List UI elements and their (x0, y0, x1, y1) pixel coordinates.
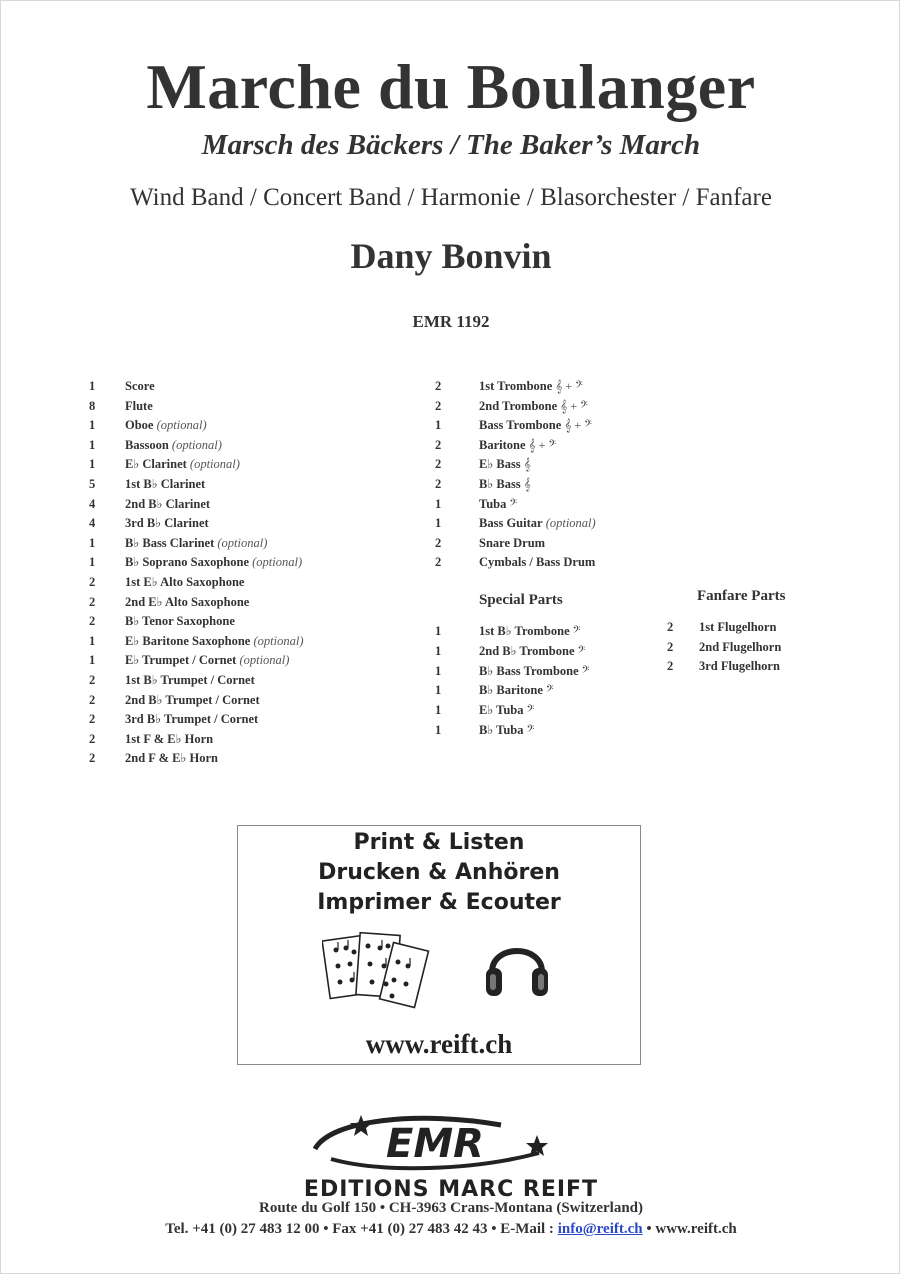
part-count: 2 (667, 620, 674, 634)
part-count: 1 (89, 418, 96, 433)
part-label: 2nd B♭ Trombone (479, 643, 575, 658)
optional-note: (optional) (250, 633, 304, 648)
part-name (479, 495, 517, 513)
clef-icon: 𝄢 (526, 703, 535, 718)
part-row (89, 749, 429, 767)
part-row (435, 416, 655, 434)
part-label: 2nd B♭ Clarinet (125, 496, 211, 511)
part-name (479, 514, 596, 532)
promo-line-english: Print & Listen (353, 830, 525, 855)
parts-list-left (89, 377, 429, 767)
part-label: 3rd B♭ Clarinet (125, 516, 209, 531)
part-count: 1 (435, 663, 442, 678)
part-count: 5 (89, 477, 96, 491)
clef-icon: 𝄞 + 𝄢 (560, 398, 588, 413)
part-count: 1 (89, 633, 96, 648)
part-count: 1 (89, 437, 96, 452)
part-count: 2 (89, 594, 96, 609)
part-row (435, 397, 655, 415)
part-label: 2nd Trombone (479, 398, 558, 413)
part-label: Bass Guitar (479, 516, 543, 531)
part-name (479, 721, 534, 739)
part-row (89, 534, 429, 552)
part-row (435, 701, 655, 719)
part-row (89, 475, 429, 493)
part-label: 2nd B♭ Trumpet / Cornet (125, 692, 260, 707)
part-label: B♭ Tuba (479, 723, 524, 737)
sheet-music-icon (322, 928, 432, 1014)
part-label: Baritone (479, 437, 526, 452)
part-count: 2 (89, 751, 96, 766)
part-name (125, 553, 302, 571)
part-row (435, 514, 655, 532)
part-label: 1st B♭ Trombone (479, 624, 570, 638)
part-count: 2 (89, 673, 96, 687)
part-label: 1st E♭ Alto Saxophone (125, 575, 245, 589)
part-count: 2 (667, 659, 674, 674)
part-row (435, 681, 655, 699)
parts-list-middle (435, 377, 655, 577)
part-label: 2nd Flugelhorn (699, 639, 782, 654)
clef-icon: 𝄢 (545, 683, 554, 698)
part-row (435, 455, 655, 473)
part-count: 1 (435, 496, 442, 511)
part-row (89, 651, 429, 669)
part-name (125, 573, 244, 591)
part-count: 2 (435, 398, 442, 413)
part-row (89, 612, 429, 630)
part-row (435, 662, 655, 680)
part-name (125, 593, 249, 611)
part-label: 1st F & E♭ Horn (125, 731, 214, 746)
part-count: 2 (667, 639, 674, 654)
part-name (479, 701, 534, 719)
part-label: 3rd Flugelhorn (699, 659, 780, 674)
part-label: Score (125, 379, 155, 393)
part-name (699, 657, 780, 675)
promo-website-link[interactable]: www.reift.ch (365, 1029, 513, 1059)
part-row (89, 710, 429, 728)
part-row (89, 593, 429, 611)
logo-text: EMR (386, 1121, 484, 1167)
part-label: 2nd F & E♭ Horn (125, 751, 218, 766)
part-count: 1 (89, 457, 96, 472)
part-count: 8 (89, 398, 96, 413)
publisher-name: EDITIONS MARC REIFT (303, 1177, 599, 1202)
part-label: E♭ Clarinet (125, 457, 187, 472)
part-name (479, 642, 585, 660)
part-count: 2 (89, 614, 96, 629)
part-label: Flute (125, 398, 153, 413)
part-name (125, 475, 205, 493)
part-row (435, 436, 655, 454)
part-row (89, 730, 429, 748)
part-label: B♭ Bass Clarinet (125, 535, 215, 550)
part-name (125, 534, 267, 552)
part-name (479, 475, 531, 493)
publisher-contact (1, 1221, 900, 1238)
part-label: Snare Drum (479, 535, 546, 550)
part-row (435, 642, 655, 660)
part-name (125, 691, 260, 709)
part-name (479, 622, 580, 640)
part-label: B♭ Baritone (479, 683, 543, 698)
clef-icon: 𝄞 + 𝄢 (528, 437, 557, 452)
part-row (435, 377, 655, 395)
part-label: Bassoon (125, 437, 169, 452)
clef-icon: 𝄢 (509, 496, 518, 511)
promo-line-french: Imprimer & Ecouter (317, 890, 561, 915)
part-row (89, 436, 429, 454)
clef-icon: 𝄞 (523, 477, 531, 491)
catalog-code: EMR 1192 (412, 312, 490, 331)
part-count: 1 (89, 653, 96, 668)
ensemble-line: Wind Band / Concert Band / Harmonie / Blasorchester / Fanfare (130, 184, 772, 211)
special-parts-heading: Special Parts (479, 592, 563, 608)
part-row (89, 553, 429, 571)
part-row (435, 622, 655, 640)
part-label: B♭ Tenor Saxophone (125, 614, 235, 629)
part-row (667, 618, 827, 636)
clef-icon: 𝄞 + 𝄢 (555, 379, 583, 393)
fanfare-parts-list (667, 618, 827, 678)
part-name (125, 397, 153, 415)
part-count: 2 (435, 535, 442, 550)
part-name (479, 662, 589, 680)
part-name (699, 618, 776, 636)
composer-name: Dany Bonvin (350, 236, 552, 276)
part-count: 2 (435, 457, 442, 472)
promo-line-german: Drucken & Anhören (318, 860, 560, 885)
part-count: 1 (89, 379, 96, 393)
part-row (435, 534, 655, 552)
part-count: 1 (435, 624, 442, 638)
part-name (699, 638, 781, 656)
part-name (125, 612, 235, 630)
part-label: 3rd B♭ Trumpet / Cornet (125, 712, 259, 727)
part-label: B♭ Soprano Saxophone (125, 555, 249, 570)
part-name (125, 710, 258, 728)
part-count: 1 (435, 683, 442, 698)
part-row (435, 721, 655, 739)
part-count: 2 (89, 731, 96, 746)
optional-note: (optional) (153, 418, 207, 433)
part-label: E♭ Baritone Saxophone (125, 633, 251, 648)
part-row (89, 377, 429, 395)
part-name (479, 534, 545, 552)
clef-icon: 𝄢 (577, 643, 586, 658)
part-count: 4 (89, 496, 96, 511)
email-link[interactable]: info@reift.ch (557, 1221, 643, 1237)
part-count: 4 (89, 516, 96, 531)
part-row (435, 495, 655, 513)
part-count: 2 (435, 477, 442, 491)
part-row (667, 638, 827, 656)
part-label: 1st B♭ Clarinet (125, 477, 206, 491)
part-count: 2 (435, 437, 442, 452)
part-name (479, 553, 595, 571)
contact-phone-fax: Tel. +41 (0) 27 483 12 00 • Fax +41 (0) 27 483 42 43 • E-Mail : (165, 1221, 558, 1237)
part-count: 2 (89, 575, 96, 589)
part-name (479, 681, 554, 699)
part-row (435, 475, 655, 493)
part-name (479, 455, 531, 473)
part-label: Cymbals / Bass Drum (479, 555, 596, 570)
part-count: 1 (435, 703, 442, 718)
optional-note: (optional) (542, 516, 596, 531)
part-name (125, 455, 240, 473)
part-name (125, 377, 155, 395)
part-label: E♭ Tuba (479, 703, 524, 718)
part-label: E♭ Bass (479, 457, 521, 472)
part-name (479, 377, 583, 395)
part-count: 2 (435, 379, 442, 393)
part-count: 1 (435, 516, 442, 531)
clef-icon: 𝄢 (572, 624, 581, 638)
part-label: 2nd E♭ Alto Saxophone (125, 594, 250, 609)
part-count: 2 (435, 555, 442, 570)
part-name (125, 495, 210, 513)
part-name (125, 632, 304, 650)
part-name (479, 436, 556, 454)
part-count: 1 (435, 643, 442, 658)
print-and-listen-box (237, 825, 641, 1065)
part-name (125, 749, 218, 767)
part-label: B♭ Bass Trombone (479, 663, 579, 678)
part-name (479, 397, 588, 415)
part-row (89, 416, 429, 434)
part-row (89, 455, 429, 473)
optional-note: (optional) (249, 555, 303, 570)
piece-subtitle: Marsch des Bäckers / The Baker’s March (201, 129, 701, 161)
clef-icon: 𝄞 + 𝄢 (564, 418, 592, 433)
optional-note: (optional) (168, 437, 222, 452)
part-name (479, 416, 592, 434)
fanfare-parts-heading: Fanfare Parts (697, 588, 786, 604)
part-count: 2 (89, 692, 96, 707)
clef-icon: 𝄢 (526, 723, 535, 737)
part-row (89, 495, 429, 513)
part-name (125, 671, 255, 689)
part-row (89, 397, 429, 415)
piece-title: Marche du Boulanger (146, 51, 756, 122)
publisher-address: Route du Golf 150 • CH-3963 Crans-Montana (Switzerland) (259, 1200, 643, 1216)
part-label: Tuba (479, 496, 507, 511)
part-count: 1 (435, 418, 442, 433)
part-label: Bass Trombone (479, 418, 562, 433)
clef-icon: 𝄞 (523, 457, 531, 472)
part-label: B♭ Bass (479, 477, 521, 491)
special-parts-list (435, 622, 655, 742)
part-row (89, 691, 429, 709)
part-label: 1st B♭ Trumpet / Cornet (125, 673, 255, 687)
clef-icon: 𝄢 (581, 663, 590, 678)
part-label: Oboe (125, 418, 154, 433)
optional-note: (optional) (236, 653, 290, 668)
contact-website[interactable]: • www.reift.ch (642, 1221, 737, 1237)
part-count: 1 (89, 555, 96, 570)
part-row (89, 514, 429, 532)
part-row (89, 573, 429, 591)
optional-note: (optional) (186, 457, 240, 472)
emr-logo-icon (301, 1109, 563, 1179)
optional-note: (optional) (214, 535, 268, 550)
part-name (125, 730, 213, 748)
part-row (667, 657, 827, 675)
part-label: 1st Flugelhorn (699, 620, 777, 634)
part-name (125, 651, 289, 669)
part-count: 1 (89, 535, 96, 550)
part-count: 1 (435, 723, 442, 737)
part-label: 1st Trombone (479, 379, 553, 393)
part-row (89, 671, 429, 689)
part-name (125, 436, 222, 454)
headphones-icon (484, 930, 550, 1002)
part-label: E♭ Trumpet / Cornet (125, 653, 237, 668)
part-row (435, 553, 655, 571)
part-name (125, 514, 209, 532)
part-row (89, 632, 429, 650)
part-name (125, 416, 207, 434)
part-count: 2 (89, 712, 96, 727)
